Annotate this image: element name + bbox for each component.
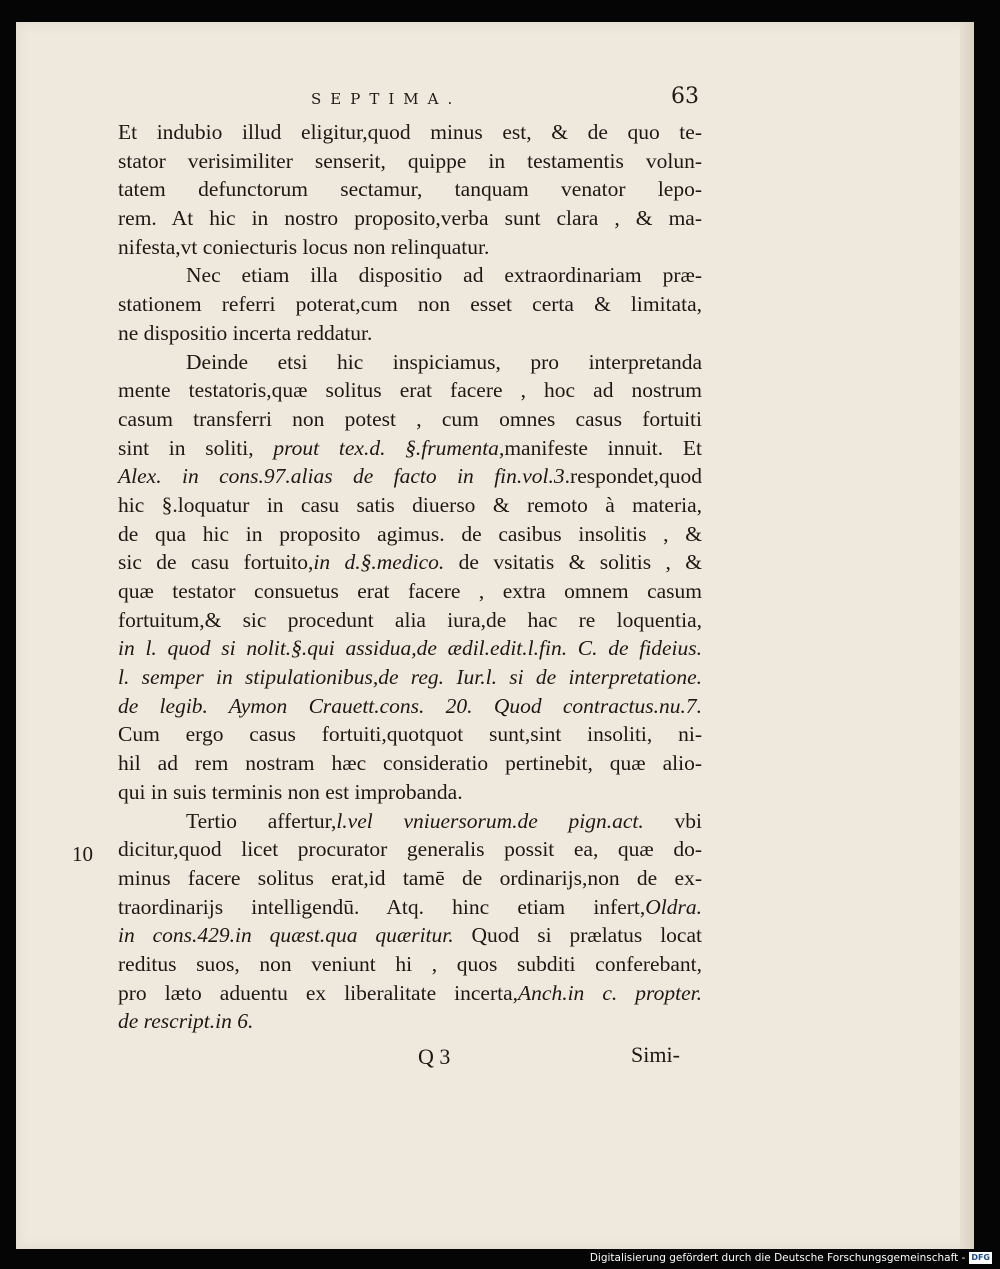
text-line — [118, 606, 702, 635]
italic-citation: Oldra. — [645, 894, 702, 919]
text-run: stationem referri poterat,cum non esset certa & limitata, — [118, 292, 702, 317]
dfg-logo: DFG — [971, 1253, 990, 1262]
text-line — [118, 118, 702, 147]
text-run: .respondet,quod — [564, 464, 702, 489]
text-run: reditus suos, non veniunt hi , quos subditi conferebant, — [118, 951, 702, 976]
text-run: stator verisimiliter senserit, quippe in testamentis volun- — [118, 148, 702, 173]
text-run: tatem defunctorum sectamur, tanquam venator lepo- — [118, 177, 702, 202]
text-line — [118, 692, 702, 721]
text-line — [118, 376, 702, 405]
text-line — [118, 462, 702, 491]
text-line — [118, 864, 702, 893]
text-line — [118, 720, 702, 749]
text-run: minus facere solitus erat,id tamē de ordinarijs,non de ex- — [118, 865, 702, 890]
signature-mark: Q 3 — [418, 1044, 451, 1069]
text-run: de vsitatis & solitis , & — [444, 550, 702, 575]
text-run: vbi — [643, 808, 702, 833]
text-line — [118, 778, 702, 807]
text-run: casum transferri non potest , cum omnes casus fortuiti — [118, 406, 702, 431]
text-run: hic §.loquatur in casu satis diuerso & remoto à materia, — [118, 492, 702, 517]
text-run: qui in suis terminis non est improbanda. — [118, 779, 463, 804]
text-line — [118, 348, 702, 377]
margin-line-number: 10 — [72, 842, 93, 866]
text-line — [118, 147, 702, 176]
italic-citation: l. semper in stipulationibus,de reg. Iur.l. si de interpretatione. — [118, 665, 702, 690]
italic-citation: in cons.429.in quæst.qua quæritur. — [118, 923, 454, 948]
running-title: SEPTIMA. — [311, 90, 462, 108]
text-line — [118, 204, 702, 233]
text-run: ,manifeste innuit. Et — [498, 435, 702, 460]
text-line — [118, 319, 702, 348]
italic-citation: in d.§.medico. — [313, 550, 445, 575]
text-line — [118, 233, 702, 262]
text-run: sint in soliti, — [118, 435, 274, 460]
italic-citation: de rescript.in 6. — [118, 1009, 254, 1034]
text-run: sic de casu fortuito, — [118, 550, 314, 575]
text-run: Deinde etsi hic inspiciamus, pro interpretanda — [186, 349, 702, 374]
text-run: Nec etiam illa dispositio ad extraordinariam præ- — [186, 263, 702, 288]
text-line — [118, 893, 702, 922]
text-run: pro læto aduentu ex liberalitate incerta, — [118, 980, 519, 1005]
text-line — [118, 835, 702, 864]
text-run: quæ testator consuetus erat facere , extra omnem casum — [118, 579, 702, 603]
catchword: Simi- — [631, 1042, 680, 1067]
italic-citation: in l. quod si nolit.§.qui assidua,de ædil.edit.l.fin. C. de fideius. — [118, 636, 702, 661]
text-run: de qua hic in proposito agimus. de casibus insolitis , & — [118, 521, 702, 546]
text-line — [118, 950, 702, 979]
text-run: Et indubio illud eligitur,quod minus est, & de quo te- — [118, 120, 702, 144]
italic-citation: prout tex.d. §.frumenta — [273, 435, 499, 460]
text-line — [118, 434, 702, 463]
text-run: hil ad rem nostram hæc consideratio pertinebit, quæ alio- — [118, 751, 702, 776]
text-run: Quod si prælatus locat — [453, 923, 702, 948]
page-header — [16, 84, 974, 116]
text-run: dicitur,quod licet procurator generalis possit ea, quæ do- — [118, 837, 702, 862]
text-line — [118, 175, 702, 204]
text-line — [118, 807, 702, 836]
text-line — [118, 663, 702, 692]
text-run: Tertio affertur, — [186, 808, 337, 833]
page-edge — [960, 22, 974, 1249]
text-run: mente testatoris,quæ solitus erat facere , hoc ad nostrum — [118, 378, 702, 403]
text-line — [118, 548, 702, 577]
italic-citation: de legib. Aymon Crauett.cons. 20. Quod contractus.nu.7. — [118, 693, 702, 718]
text-run: ne dispositio incerta reddatur. — [118, 320, 373, 345]
text-line — [118, 261, 702, 290]
italic-citation: l.vel vniuersorum.de pign.act. — [336, 808, 644, 833]
credit-text: Digitalisierung gefördert durch die Deutsche Forschungsgemeinschaft - — [589, 1252, 966, 1264]
text-line — [118, 749, 702, 778]
italic-citation: Anch.in c. propter. — [518, 980, 702, 1005]
page-number: 63 — [671, 84, 699, 109]
text-run: nifesta,vt coniecturis locus non relinquatur. — [118, 234, 490, 259]
digitization-credit — [590, 1250, 992, 1266]
text-line — [118, 520, 702, 549]
text-run: fortuitum,& sic procedunt alia iura,de hac re loquentia, — [118, 607, 702, 632]
text-line — [118, 634, 702, 663]
italic-citation: Alex. in cons.97.alias de facto in fin.vol.3 — [118, 464, 565, 489]
text-line — [118, 491, 702, 520]
book-page — [16, 22, 974, 1249]
text-line — [118, 1007, 702, 1036]
page-body-text — [118, 118, 702, 1036]
text-run: Cum ergo casus fortuiti,quotquot sunt,sint insoliti, ni- — [118, 722, 702, 747]
text-line — [118, 405, 702, 434]
text-line — [118, 979, 702, 1008]
text-line — [118, 290, 702, 319]
text-line — [118, 921, 702, 950]
text-run: rem. At hic in nostro proposito,verba sunt clara , & ma- — [118, 206, 702, 231]
text-line — [118, 577, 702, 606]
text-run: traordinarijs intelligendū. Atq. hinc etiam infert, — [118, 894, 646, 919]
